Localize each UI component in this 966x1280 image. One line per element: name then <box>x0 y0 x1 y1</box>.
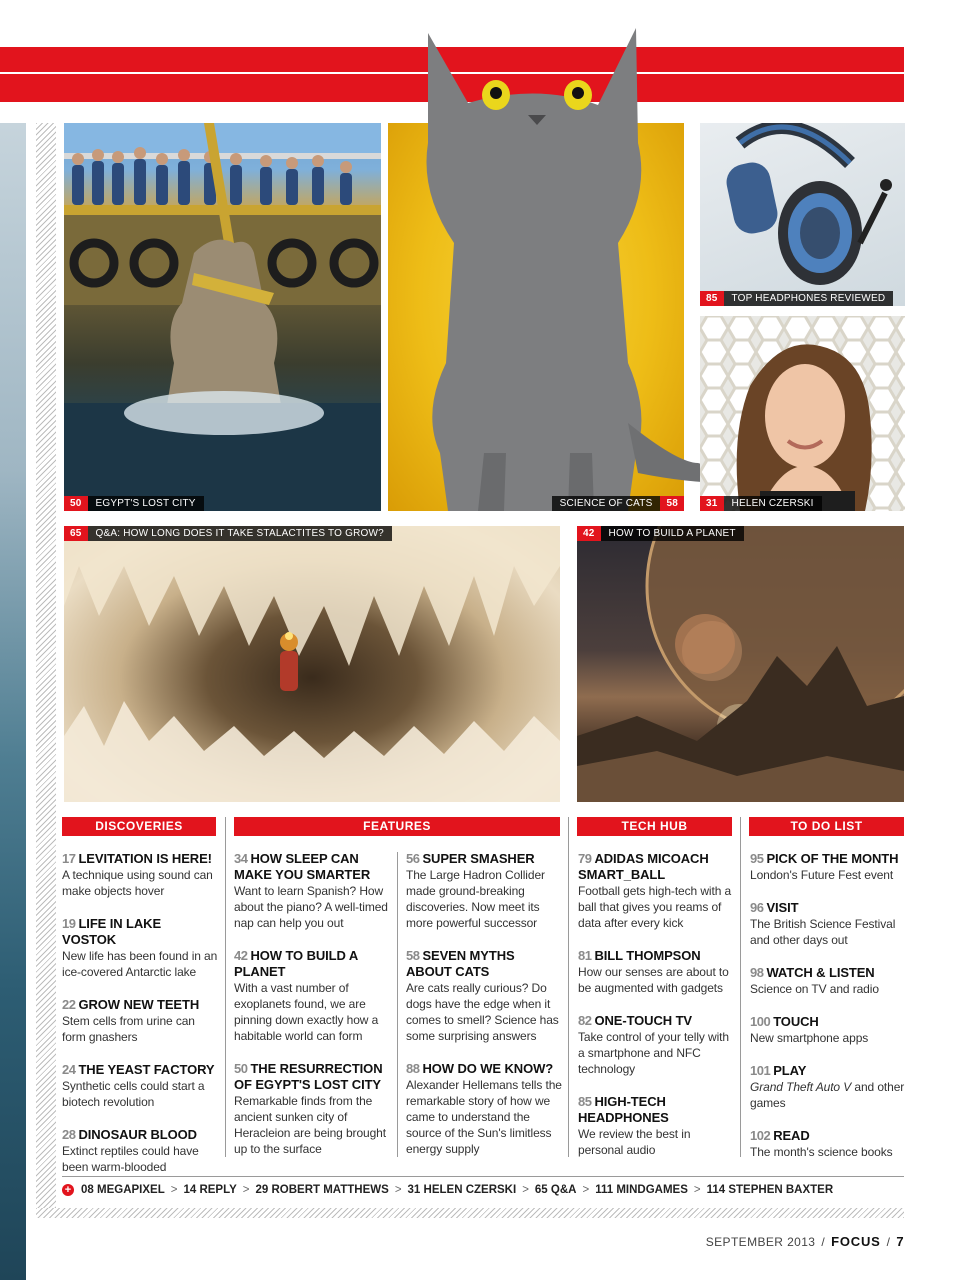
list-item[interactable] <box>62 851 218 899</box>
list-item[interactable] <box>234 851 390 931</box>
page-folio <box>706 1234 904 1249</box>
todo-header: TO DO LIST <box>749 817 904 836</box>
item-description: Extinct reptiles could have been warm-blooded <box>62 1144 199 1174</box>
regular-page-number: 65 <box>534 1184 548 1196</box>
separator: > <box>693 1184 701 1196</box>
list-item[interactable] <box>406 851 562 931</box>
item-description: Want to learn Spanish? How about the piano? A well-timed nap can help you out <box>234 884 388 930</box>
list-item[interactable] <box>750 1128 906 1160</box>
item-description: Football gets high-tech with a ball that gives you reams of data after every kick <box>578 884 732 930</box>
cat-illustration <box>388 123 684 511</box>
item-description: Synthetic cells could start a biotech revolution <box>62 1079 205 1109</box>
separator: > <box>582 1184 590 1196</box>
item-title: ADIDAS MICOACH SMART_BALL <box>578 851 709 882</box>
item-description: Alexander Hellemans tells the remarkable story of how we came to understand the source of the Sun's limitless energy supply <box>406 1078 562 1156</box>
item-title: TOUCH <box>773 1014 819 1029</box>
item-description: New smartphone apps <box>750 1031 869 1045</box>
item-page-number: 95 <box>750 851 764 866</box>
regular-link[interactable] <box>81 1184 165 1196</box>
item-title: THE RESURRECTION OF EGYPT'S LOST CITY <box>234 1061 383 1092</box>
regular-page-number: 114 <box>706 1184 726 1196</box>
stalactites-page-number: 65 <box>64 526 88 541</box>
cave-illustration <box>64 526 560 802</box>
regular-link[interactable] <box>707 1184 834 1196</box>
folio-separator: / <box>821 1235 826 1249</box>
item-title: GROW NEW TEETH <box>78 997 200 1012</box>
item-title: LEVITATION IS HERE! <box>78 851 212 866</box>
egypt-caption <box>64 496 204 511</box>
item-description: We review the best in personal audio <box>578 1127 691 1157</box>
list-item[interactable] <box>750 900 906 948</box>
item-page-number: 85 <box>578 1094 592 1109</box>
list-item[interactable] <box>234 1061 390 1157</box>
cats-page-number: 58 <box>660 496 684 511</box>
item-title: WATCH & LISTEN <box>766 965 875 980</box>
cats-caption-label: SCIENCE OF CATS <box>559 498 653 509</box>
item-page-number: 17 <box>62 851 76 866</box>
regular-link[interactable] <box>535 1184 577 1196</box>
item-page-number: 19 <box>62 916 76 931</box>
regular-page-number: 08 <box>81 1184 94 1196</box>
list-item[interactable] <box>406 948 562 1044</box>
item-title: PICK OF THE MONTH <box>766 851 899 866</box>
planet-photo-tile[interactable] <box>577 526 904 802</box>
item-page-number: 34 <box>234 851 248 866</box>
regulars-rule <box>62 1176 904 1177</box>
item-page-number: 102 <box>750 1128 771 1143</box>
item-description-rest: and other games <box>750 1080 905 1110</box>
helen-caption <box>700 496 822 511</box>
item-description: Science on TV and radio <box>750 982 879 996</box>
egypt-illustration <box>64 123 381 511</box>
item-page-number: 100 <box>750 1014 771 1029</box>
item-page-number: 58 <box>406 948 420 963</box>
list-item[interactable] <box>62 1127 218 1175</box>
regular-page-number: 14 <box>183 1184 197 1196</box>
hatch-border-vertical <box>36 123 56 1208</box>
column-divider <box>225 817 226 1157</box>
item-description: Stem cells from urine can form gnashers <box>62 1014 195 1044</box>
item-page-number: 24 <box>62 1062 76 1077</box>
regular-label: MEGAPIXEL <box>97 1184 165 1196</box>
separator: > <box>522 1184 529 1196</box>
item-description: London's Future Fest event <box>750 868 894 882</box>
plus-icon: + <box>62 1184 74 1196</box>
issue-date: SEPTEMBER 2013 <box>705 1235 816 1249</box>
item-page-number: 82 <box>578 1013 592 1028</box>
separator: > <box>394 1184 402 1196</box>
egypt-page-number: 50 <box>64 496 88 511</box>
item-title: PLAY <box>773 1063 807 1078</box>
helen-illustration <box>700 316 905 511</box>
item-description <box>750 1079 906 1111</box>
regular-link[interactable] <box>595 1184 688 1196</box>
item-description: Are cats really curious? Do dogs have the edge when it comes to smell? Science has some surprising answers <box>406 981 559 1043</box>
list-item[interactable] <box>578 1094 734 1158</box>
item-page-number: 101 <box>750 1063 771 1078</box>
planet-caption-label: HOW TO BUILD A PLANET <box>608 528 736 539</box>
item-description-italic: Grand Theft Auto V <box>750 1080 852 1094</box>
column-divider <box>740 817 741 1157</box>
list-item[interactable] <box>750 1063 906 1111</box>
stalactites-caption-label: Q&A: HOW LONG DOES IT TAKE STALACTITES TO GROW? <box>95 528 384 539</box>
headphones-illustration <box>700 123 905 306</box>
regular-link[interactable] <box>255 1184 388 1196</box>
item-title: SUPER SMASHER <box>422 851 535 866</box>
todo-list <box>750 851 906 1177</box>
helen-photo-tile[interactable] <box>700 316 905 511</box>
regular-page-number: 29 <box>255 1184 269 1196</box>
regular-label: ROBERT MATTHEWS <box>271 1184 389 1196</box>
features-list-left <box>234 851 390 1174</box>
list-item[interactable] <box>578 948 734 996</box>
egypt-photo-tile[interactable] <box>64 123 381 511</box>
item-title: ONE-TOUCH TV <box>594 1013 692 1028</box>
regular-label: REPLY <box>199 1184 237 1196</box>
item-title: BILL THOMPSON <box>594 948 701 963</box>
column-divider <box>568 817 569 1157</box>
egypt-caption-label: EGYPT'S LOST CITY <box>95 498 196 509</box>
helen-caption-label: HELEN CZERSKI <box>731 498 814 509</box>
discoveries-header: DISCOVERIES <box>62 817 216 836</box>
item-title: HIGH-TECH HEADPHONES <box>578 1094 669 1125</box>
regular-label: HELEN CZERSKI <box>423 1184 517 1196</box>
item-description: Take control of your telly with a smartphone and NFC technology <box>578 1030 729 1076</box>
item-page-number: 56 <box>406 851 420 866</box>
column-divider <box>397 852 398 1157</box>
item-page-number: 81 <box>578 948 592 963</box>
regular-link[interactable] <box>408 1184 517 1196</box>
list-item[interactable] <box>62 1062 218 1110</box>
item-page-number: 79 <box>578 851 592 866</box>
list-item[interactable] <box>406 1061 562 1157</box>
hatch-border-horizontal <box>36 1208 904 1218</box>
planet-caption <box>577 526 744 541</box>
page-number: 7 <box>896 1234 904 1249</box>
list-item[interactable] <box>62 997 218 1045</box>
headphones-caption-label: TOP HEADPHONES REVIEWED <box>731 293 886 304</box>
list-item[interactable] <box>750 1014 906 1046</box>
item-title: HOW DO WE KNOW? <box>422 1061 554 1076</box>
item-title: HOW SLEEP CAN MAKE YOU SMARTER <box>234 851 371 882</box>
stalactites-caption <box>64 526 392 541</box>
item-description: A technique using sound can make objects hover <box>62 868 213 898</box>
item-title: HOW TO BUILD A PLANET <box>234 948 358 979</box>
previous-page-bleed <box>0 123 26 1280</box>
item-page-number: 28 <box>62 1127 76 1142</box>
item-description: With a vast number of exoplanets found, we are pinning down exactly how a habitable world can form <box>234 981 379 1043</box>
cats-caption <box>552 496 684 511</box>
features-header: FEATURES <box>234 817 560 836</box>
headphones-photo-tile[interactable] <box>700 123 905 306</box>
item-page-number: 88 <box>406 1061 420 1076</box>
item-title: LIFE IN LAKE VOSTOK <box>62 916 162 947</box>
list-item[interactable] <box>578 851 734 931</box>
helen-page-number: 31 <box>700 496 724 511</box>
regular-label: Q&A <box>550 1184 577 1196</box>
item-title: SEVEN MYTHS ABOUT CATS <box>406 948 515 979</box>
item-title: READ <box>773 1128 810 1143</box>
item-title: DINOSAUR BLOOD <box>78 1127 197 1142</box>
list-item[interactable] <box>750 965 906 997</box>
headphones-page-number: 85 <box>700 291 724 306</box>
item-page-number: 98 <box>750 965 764 980</box>
regulars-strip <box>62 1184 833 1196</box>
list-item[interactable] <box>62 916 218 980</box>
item-page-number: 50 <box>234 1061 248 1076</box>
item-description: Remarkable finds from the ancient sunken city of Heracleion are being brought up to the surface <box>234 1094 386 1156</box>
folio-separator: / <box>886 1235 891 1249</box>
item-description: The Large Hadron Collider made ground-breaking discoveries. Now meet its more powerful successor <box>406 868 545 930</box>
stalactites-photo-tile[interactable] <box>64 526 560 802</box>
separator: > <box>170 1184 178 1196</box>
regular-label: MINDGAMES <box>616 1184 688 1196</box>
item-description: New life has been found in an ice-covered Antarctic lake <box>62 949 218 979</box>
magazine-brand: FOCUS <box>831 1234 881 1249</box>
list-item[interactable] <box>750 851 906 883</box>
features-list-right <box>406 851 562 1174</box>
cat-photo-tile[interactable] <box>388 123 684 511</box>
separator: > <box>242 1184 250 1196</box>
regular-page-number: 31 <box>407 1184 421 1196</box>
item-page-number: 42 <box>234 948 248 963</box>
regular-label: STEPHEN BAXTER <box>728 1184 834 1196</box>
item-description: The month's science books <box>750 1145 893 1159</box>
planet-page-number: 42 <box>577 526 601 541</box>
item-title: THE YEAST FACTORY <box>78 1062 215 1077</box>
item-description: The British Science Festival and other days out <box>750 917 896 947</box>
item-title: VISIT <box>766 900 799 915</box>
planet-illustration <box>577 526 904 802</box>
regular-link[interactable] <box>183 1184 236 1196</box>
list-item[interactable] <box>578 1013 734 1077</box>
list-item[interactable] <box>234 948 390 1044</box>
item-page-number: 96 <box>750 900 764 915</box>
discoveries-list <box>62 851 218 1192</box>
regular-page-number: 111 <box>595 1184 614 1196</box>
item-description: How our senses are about to be augmented with gadgets <box>578 965 729 995</box>
techhub-header: TECH HUB <box>577 817 732 836</box>
headphones-caption <box>700 291 893 306</box>
item-page-number: 22 <box>62 997 76 1012</box>
techhub-list <box>578 851 734 1175</box>
